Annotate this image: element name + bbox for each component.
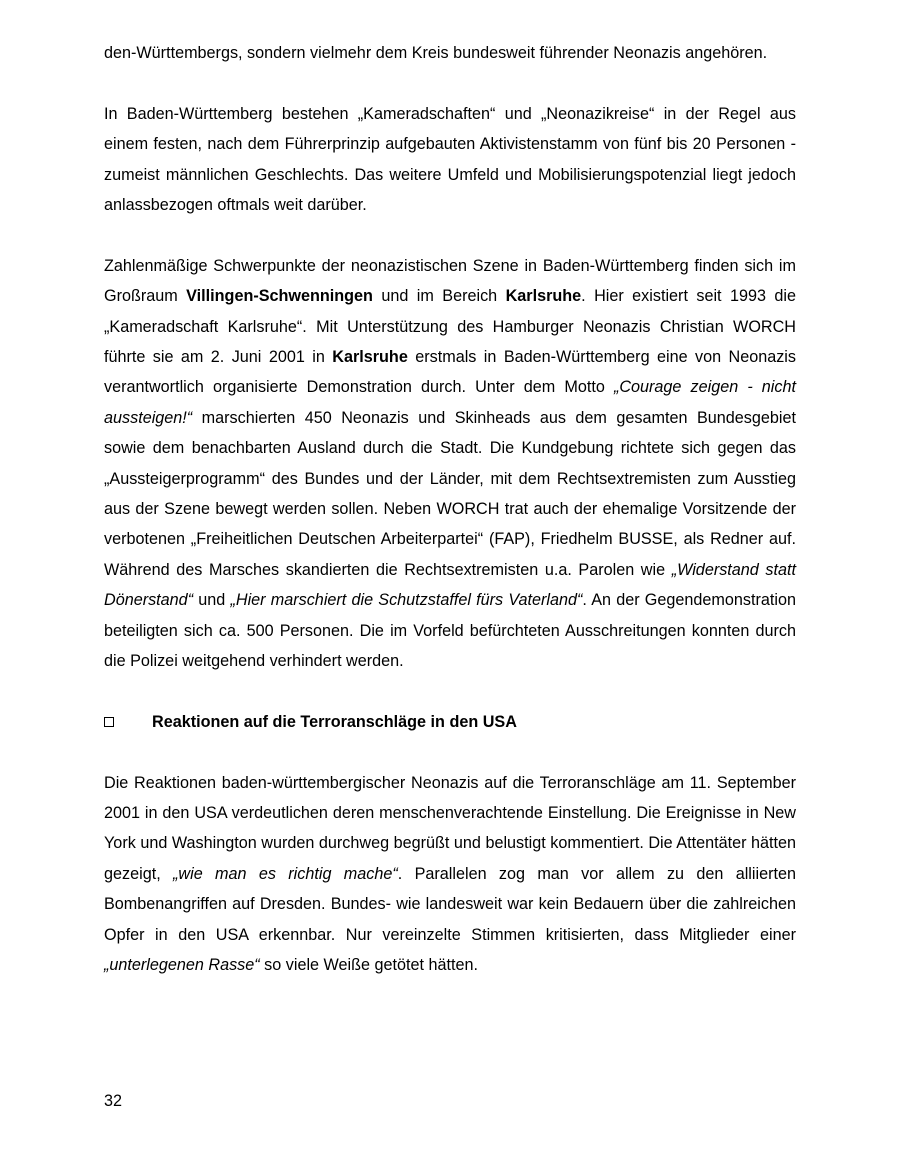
italic-quote: „Widerstand statt Dönerstand“ [104,560,796,610]
section-heading [104,707,796,737]
text-run: marschierten 450 Neonazis und Skinheads aus dem gesamten Bundesgebiet sowie dem benachbarten Ausland durch die Stadt. Die Kundgebung richtete sich gegen das „Aussteigerprogramm“ des Bundes und der Länder, mit dem Rechtsextremisten zum Ausstieg aus der Szene bewegt werden sollen. Neben WORCH trat auch der ehemalige Vorsitzende der verbotenen „Freiheitlichen Deutschen Arbeiterpartei“ (FAP), Friedhelm BUSSE, als Redner auf. Während des Marsches skandierten die Rechtsextremisten u.a. Parolen wie [104,408,796,579]
paragraph-spacer [104,220,796,250]
text-run: und [193,591,231,610]
italic-quote: „Courage zeigen - nicht aussteigen!“ [104,378,796,427]
italic-quote: „Hier marschiert die Schutzstaffel fürs Vaterland“ [230,591,583,610]
text-run: Die Reaktionen baden-württembergischer Neonazis auf die Terroranschläge am 11. September 2001 in den USA verdeutlichen deren menschenverachtende Einstellung. Die Ereignisse in New York und Washington wurden durchweg begrüßt und belustigt kommentiert. Die Attentäter hätten gezeigt, [104,773,796,883]
paragraph-3 [104,251,796,677]
paragraph-spacer [104,737,796,767]
document-page [104,38,796,981]
bold-place-name: Karlsruhe [332,348,408,367]
text-run: . Parallelen zog man vor allem zu den alliierten Bombenangriffen auf Dresden. Bundes- wie landesweit war kein Bedauern über die zahlreichen Opfer in den USA erkennbar. Nur vereinzelte Stimmen kritisierten, dass Mitglieder einer [104,864,796,944]
bold-place-name: Karlsruhe [505,287,582,306]
text-run: erstmals in Baden-Württemberg eine von Neonazis verantwortlich organisierte Demonstration durch. Unter dem Motto [104,348,796,397]
paragraph-spacer [104,68,796,98]
italic-quote: „wie man es richtig mache“ [173,864,398,883]
text-run: und im Bereich [372,287,506,306]
text-run: . Hier existiert seit 1993 die „Kameradschaft Karlsruhe“. Mit Unterstützung des Hamburger Neonazis Christian WORCH führte sie am 2. Juni 2001 in [104,287,796,367]
paragraph-text: den-Württembergs, sondern vielmehr dem Kreis bundesweit führender Neonazis angehören. [104,44,768,62]
text-run: Zahlenmäßige Schwerpunkte der neonazistischen Szene in Baden-Württemberg finden sich im Großraum [104,256,796,306]
italic-quote: „unterlegenen Rasse“ [104,956,260,975]
text-run: . An der Gegendemonstration beteiligten sich ca. 500 Personen. Die im Vorfeld befürchteten Ausschreitungen konnten durch die Polizei weitgehend verhindert werden. [104,591,796,671]
paragraph-2 [104,99,796,221]
paragraph-4 [104,768,796,981]
paragraph-spacer [104,677,796,707]
page-number: 32 [104,1092,123,1110]
text-run: so viele Weiße getötet hätten. [259,956,479,975]
section-heading-text: Reaktionen auf die Terroranschläge in den USA [152,712,517,731]
checkbox-bullet-icon [104,717,114,727]
paragraph-text: In Baden-Württemberg bestehen „Kameradschaften“ und „Neonazikreise“ in der Regel aus einem festen, nach dem Führerprinzip aufgebauten Aktivistenstamm von fünf bis 20 Personen - zumeist männlichen Geschlechts. Das weitere Umfeld und Mobilisierungspotenzial liegt jedoch anlassbezogen oftmals weit darüber. [104,104,796,215]
paragraph-1 [104,38,796,68]
bold-place-name: Villingen-Schwenningen [186,287,373,306]
